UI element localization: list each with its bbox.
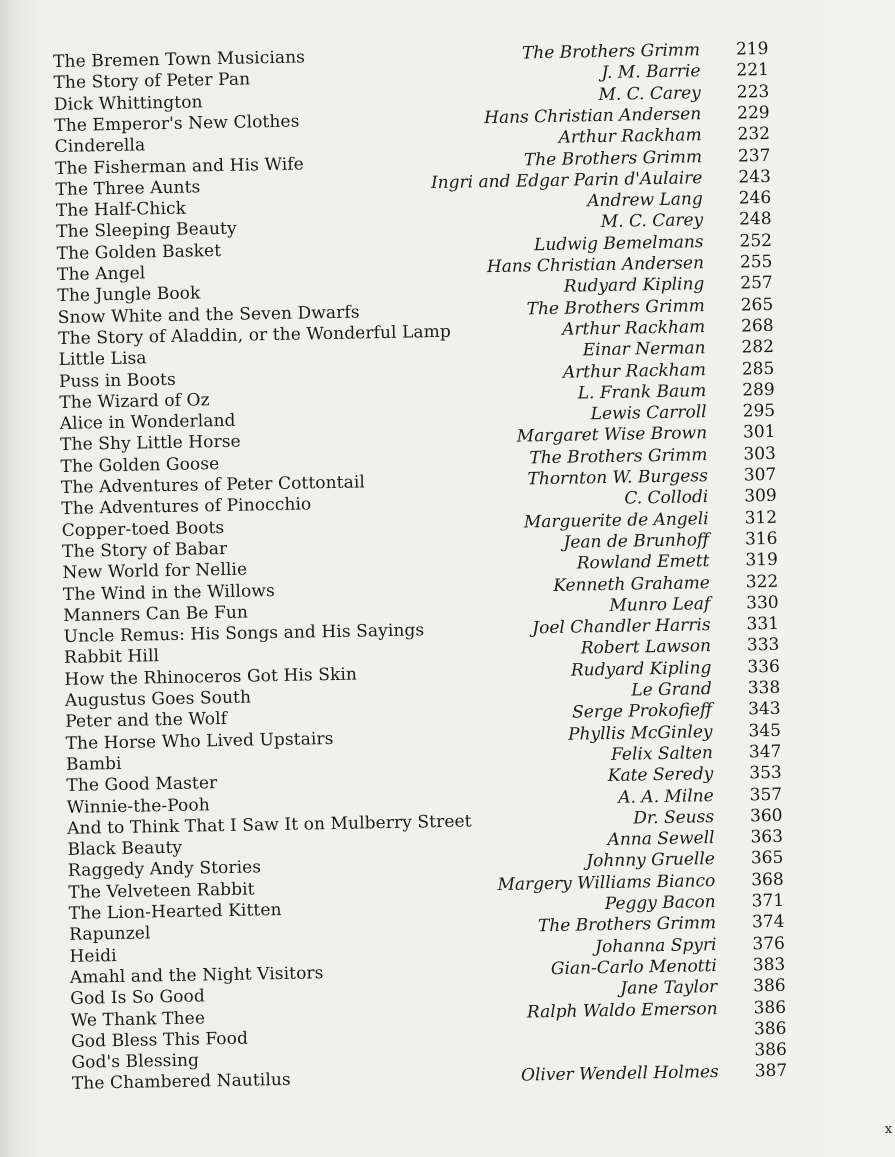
entry-page-number: 383 [752,954,786,976]
entry-author: Hans Christian Andersen [486,253,705,278]
entry-title: Rapunzel [68,923,151,946]
entry-title: The Lion-Hearted Kitten [68,899,282,924]
entry-author: M. C. Carey [598,82,702,105]
entry-title: Manners Can Be Fun [63,602,249,626]
entry-author: Arthur Rackham [561,317,706,340]
entry-title: The Half-Chick [55,198,187,222]
entry-page-number: 322 [745,571,779,592]
entry-author: Einar Nerman [582,338,706,361]
entry-title: The Jungle Book [57,283,201,307]
entry-page-number: 345 [748,720,782,741]
entry-page-number: 331 [746,613,780,635]
entry-author: A. A. Milne [618,785,714,808]
entry-author: Felix Salten [610,742,714,765]
entry-title: The Good Master [66,773,218,797]
entry-page-number: 248 [738,209,772,230]
entry-title: The Sleeping Beauty [56,219,237,243]
entry-page-number: 285 [741,358,775,379]
entry-title: Rabbit Hill [63,646,160,669]
page-folio: x [884,1121,893,1137]
entry-title: Dick Whittington [53,91,203,115]
entry-page-number: 268 [740,315,774,337]
entry-title: Heidi [69,945,117,967]
entry-title: Augustus Goes South [64,687,252,711]
entry-title: Black Beauty [67,837,183,860]
entry-author: Margaret Wise Brown [516,423,708,447]
entry-title: Snow White and the Seven Dwarfs [57,302,360,328]
entry-title: God's Blessing [71,1050,200,1073]
entry-author: Kate Seredy [607,764,714,787]
entry-author: Rowland Emett [576,551,710,574]
entry-page-number: 374 [751,912,785,933]
entry-author: Kenneth Grahame [553,572,710,596]
entry-page-number: 316 [744,528,778,550]
entry-author: Arthur Rackham [562,359,707,383]
entry-author: Jean de Brunhoff [563,529,710,553]
entry-page-number: 219 [735,38,769,60]
entry-title: Bambi [65,753,122,775]
entry-page-number: 371 [751,890,785,912]
entry-author: Gian-Carlo Menotti [550,955,718,979]
entry-page-number: 360 [749,805,783,827]
entry-page-number: 353 [749,762,782,784]
entry-author: Hans Christian Andersen [483,104,702,129]
entry-title: Raggedy Andy Stories [67,857,262,882]
entry-page-number: 301 [742,422,776,443]
entry-author: Rudyard Kipling [570,657,712,681]
entry-page-number: 376 [752,933,786,954]
entry-title: The Chambered Nautilus [71,1070,291,1095]
entry-author: Joel Chandler Harris [532,615,711,639]
entry-title: Peter and the Wolf [65,709,228,733]
entry-page-number: 363 [750,826,784,848]
entry-author: Jane Taylor [620,977,718,999]
entry-author: J. M. Barrie [601,61,701,84]
entry-title: How the Rhinoceros Got His Skin [64,664,358,690]
entry-title: The Angel [56,263,146,285]
entry-author: Serge Prokofieff [572,700,713,723]
entry-author: Peggy Bacon [604,892,716,915]
entry-author: Ingri and Edgar Parin d'Aulaire [430,167,703,193]
entry-page-number: 343 [747,699,781,720]
entry-title: The Story of Peter Pan [53,69,251,94]
entry-page-number: 243 [738,166,772,188]
entry-page-number: 303 [743,443,777,465]
entry-author: C. Collodi [624,487,709,509]
entry-page-number: 357 [749,784,783,805]
entry-page-number: 386 [753,1018,787,1040]
entry-author: Phyllis McGinley [567,721,713,745]
entry-title: The Shy Little Horse [59,432,241,456]
entry-title: The Golden Basket [56,240,222,264]
entry-page-number: 265 [740,294,774,316]
entry-page-number: 338 [747,677,781,699]
entry-title: Copper-toed Boots [61,517,225,541]
entry-title: The Story of Aladdin, or the Wonderful Lamp [58,321,452,349]
entry-page-number: 309 [744,486,777,507]
entry-title: The Wind in the Willows [62,580,275,605]
entry-page-number: 221 [736,60,770,81]
entry-title: Puss in Boots [58,369,177,392]
entry-title: We Thank Thee [70,1007,206,1031]
entry-title: The Wizard of Oz [59,390,210,413]
entry-page-number: 295 [742,400,776,422]
entry-author: Rudyard Kipling [563,274,705,298]
entry-page-number: 237 [737,145,771,167]
entry-author: Dr. Seuss [633,806,715,829]
entry-page-number: 223 [736,81,770,103]
entry-title: Winnie-the-Pooh [66,794,210,818]
entry-author: L. Frank Baum [577,380,707,404]
entry-author: Le Grand [631,679,712,701]
entry-page-number: 252 [739,230,773,252]
entry-page-number: 386 [753,975,786,997]
entry-page-number: 386 [753,997,787,1018]
entry-title: The Adventures of Peter Cottontail [60,472,366,498]
entry-page-number: 232 [737,124,771,145]
entry-title: God Bless This Food [70,1028,249,1052]
entry-page-number: 347 [748,741,782,763]
entry-page-number: 229 [737,102,770,124]
entry-title: The Golden Goose [60,453,220,477]
entry-title: Little Lisa [58,348,147,371]
entry-author: The Brothers Grimm [523,146,703,170]
entry-page-number: 336 [747,656,780,678]
entry-title: The Three Aunts [55,177,201,200]
entry-author: Margery Williams Bianco [497,870,716,895]
entry-page-number: 246 [738,187,772,209]
entry-page-number: 307 [743,464,777,486]
entry-title: Amahl and the Night Visitors [69,963,324,988]
entry-author: Anna Sewell [607,828,715,851]
entry-page-number: 257 [740,273,773,294]
entry-page-number: 368 [751,869,784,891]
entry-title: God Is So Good [70,986,206,1010]
entry-page-number: 386 [754,1039,788,1061]
entry-author: The Brothers Grimm [526,295,705,319]
entry-author: The Brothers Grimm [529,444,708,469]
entry-page-number: 289 [742,379,775,401]
entry-page-number: 330 [745,592,779,614]
entry-page-number: 319 [745,550,779,571]
entry-page-number: 333 [746,635,780,656]
entry-author: Munro Leaf [609,593,711,616]
entry-title: Uncle Remus: His Songs and His Sayings [63,620,425,648]
entry-author: Andrew Lang [587,189,703,212]
entry-author: Lewis Carroll [590,402,707,425]
entry-author: Ludwig Bemelmans [533,231,704,255]
entry-page-number: 312 [744,507,778,529]
entry-author: Robert Lawson [580,636,712,659]
entry-author: M. C. Carey [600,210,704,233]
entry-title: The Horse Who Lived Upstairs [65,728,334,754]
entry-author: The Brothers Grimm [521,40,701,64]
entry-author: The Brothers Grimm [537,913,717,937]
entry-author: Thornton W. Burgess [527,466,709,490]
entry-author: Marguerite de Angeli [523,508,709,533]
entry-title: The Velveteen Rabbit [68,879,255,903]
entry-page-number: 282 [741,337,775,358]
entry-author: Johanna Spyri [594,934,717,957]
entry-author: Oliver Wendell Holmes [520,1062,719,1087]
entry-author: Johnny Gruelle [586,849,716,872]
entry-page-number: 387 [754,1061,788,1082]
entry-title: The Story of Babar [61,538,228,562]
entry-page-number: 255 [739,251,773,273]
entry-title: Alice in Wonderland [59,410,236,435]
entry-title: The Fisherman and His Wife [54,153,305,179]
entry-title: New World for Nellie [62,559,248,584]
entry-title: And to Think That I Saw It on Mulberry Street [67,811,472,839]
entry-title: The Bremen Town Musicians [52,47,306,73]
entry-title: Cinderella [54,135,146,158]
entry-author: Ralph Waldo Emerson [526,998,718,1023]
entry-author: Arthur Rackham [558,125,702,148]
entry-title: The Adventures of Pinocchio [61,494,312,520]
entry-page-number: 365 [750,848,784,869]
entry-title: The Emperor's New Clothes [54,111,300,136]
